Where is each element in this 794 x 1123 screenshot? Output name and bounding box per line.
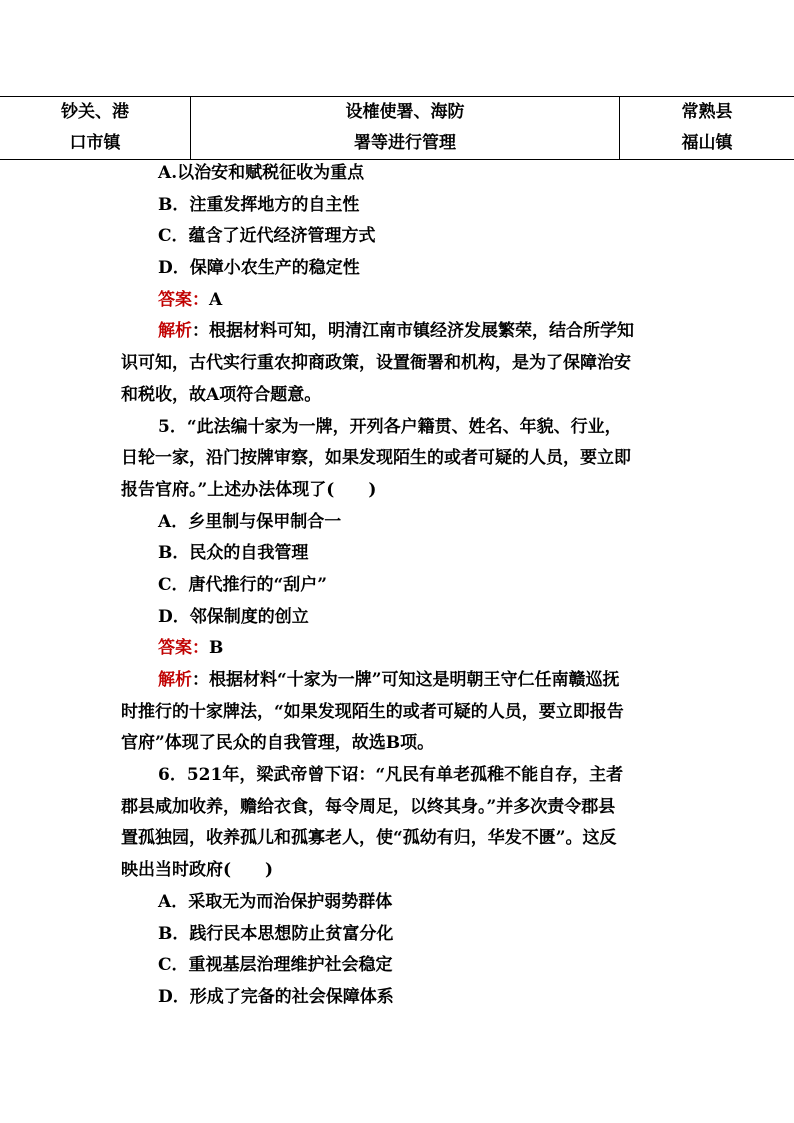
q6-option-a: A．采取无为而治保护弱势群体 [158,891,393,912]
q6-option-d: D．形成了完备的社会保障体系 [158,986,394,1007]
info-table [0,96,794,160]
cell-line: 钞关、港 [61,102,129,122]
q5-stem-line: 5．“此法编十家为一牌，开列各户籍贯、姓名、年貌、行业， [158,416,622,437]
q5-option-d: D．邻保制度的创立 [158,606,309,627]
cell-line: 福山镇 [681,133,733,153]
q5-analysis-line: 官府”体现了民众的自我管理，故选B项。 [121,733,435,754]
q4-answer [121,285,677,317]
table-cell [0,97,191,160]
q4-option-b: B．注重发挥地方的自主性 [158,194,360,215]
answer-label: 答案： [158,289,209,310]
q5-option-c: C．唐代推行的“刮户” [158,574,328,595]
q5-stem-line: 日轮一家，沿门按牌审察，如果发现陌生的或者可疑的人员，要立即 [121,448,631,469]
q4-option-d: D．保障小农生产的稳定性 [158,258,360,279]
answer-value: A [209,289,223,310]
analysis-text: ：根据材料“十家为一牌”可知这是明朝王守仁任南赣巡抚 [192,670,620,690]
q5-analysis-line: 时推行的十家牌法，“如果发现陌生的或者可疑的人员，要立即报告 [121,701,624,722]
cell-line: 口市镇 [69,133,121,153]
cell-line: 设榷使署、海防 [345,102,465,122]
q5-option-b: B．民众的自我管理 [158,543,309,564]
table-row [0,97,794,160]
info-table-fragment [0,96,794,160]
q4-analysis-line: 识可知，古代实行重农抑商政策，设置衙署和机构，是为了保障治安 [121,353,631,374]
q6-stem-line: 置孤独园，收养孤儿和孤寡老人，使“孤幼有归，华发不匮”。这反 [121,828,617,849]
table-cell [191,97,620,160]
q6-stem-line: 郡县咸加收养，赡给衣食，每令周足，以终其身。”并多次责令郡县 [121,796,616,817]
analysis-text: ：根据材料可知，明清江南市镇经济发展繁荣，结合所学知 [192,321,634,342]
analysis-label: 解析 [158,670,192,690]
q4-analysis-line [121,316,677,348]
q5-answer [121,633,677,665]
q5-stem-line: 报告官府。”上述办法体现了( ) [121,479,377,500]
q4-option-a: A.以治安和赋税征收为重点 [158,163,365,183]
table-cell [620,97,794,160]
q4-option-c: C．蕴含了近代经济管理方式 [158,226,376,247]
answer-value: B [209,638,224,659]
cell-line: 常熟县 [681,102,733,122]
q6-stem-line: 6．521年，梁武帝曾下诏：“凡民有单老孤稚不能自存，主者 [158,765,624,786]
question-content [121,158,677,1014]
q6-option-c: C．重视基层治理维护社会稳定 [158,955,393,976]
q4-analysis-line: 和税收，故A项符合题意。 [121,384,322,405]
q6-stem-line: 映出当时政府( ) [121,860,274,881]
q5-analysis-line [121,665,677,697]
q6-option-b: B．践行民本思想防止贫富分化 [158,923,394,944]
cell-line: 署等进行管理 [354,133,456,153]
q5-option-a: A．乡里制与保甲制合一 [158,511,342,532]
analysis-label: 解析 [158,321,192,342]
answer-label: 答案： [158,638,209,659]
